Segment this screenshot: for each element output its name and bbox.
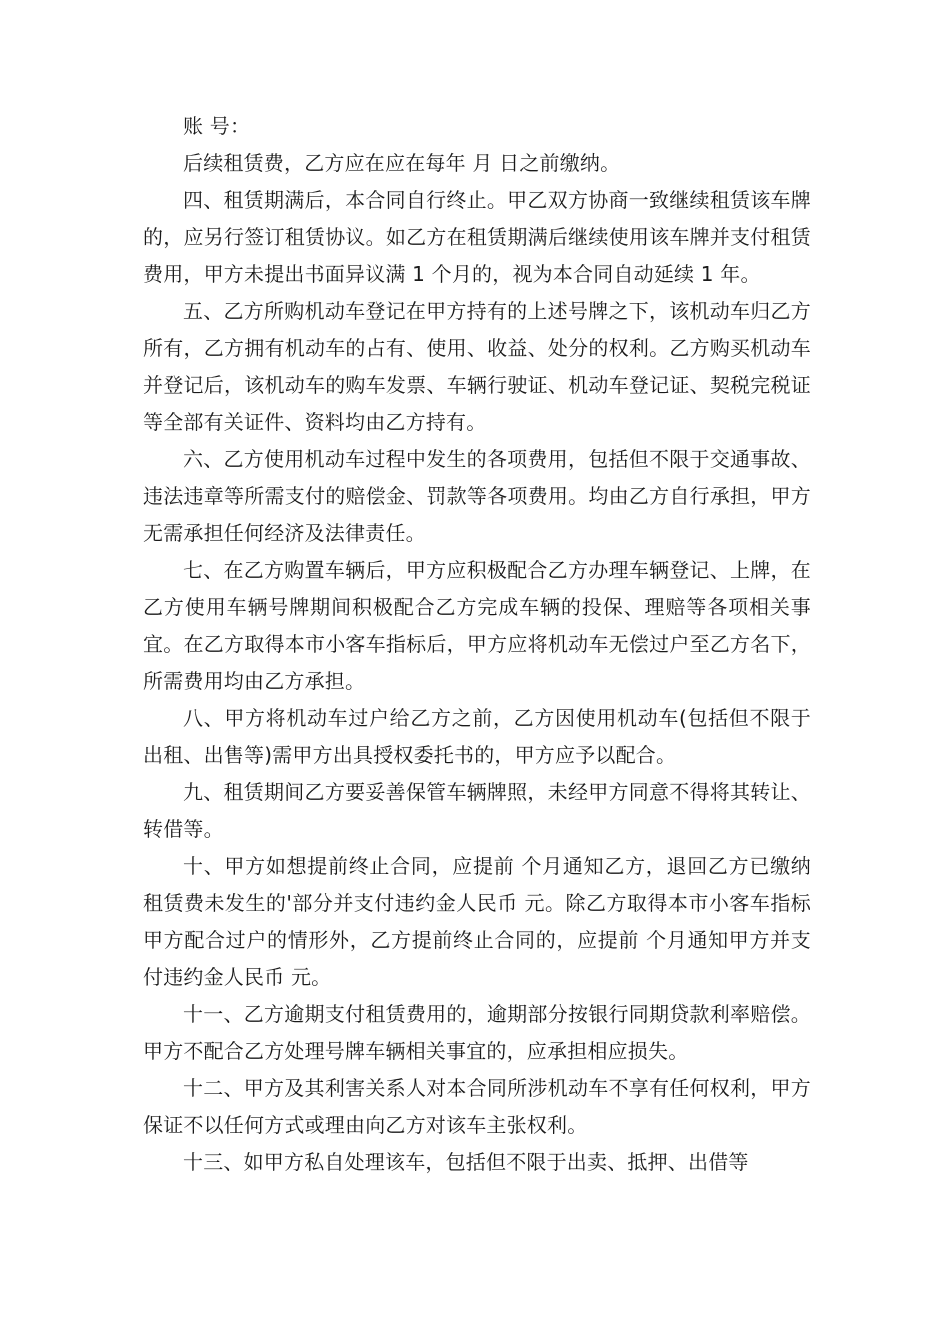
paragraph-clause-8: 八、甲方将机动车过户给乙方之前，乙方因使用机动车(包括但不限于出租、出售等)需甲方出具授权委托书的，甲方应予以配合。: [143, 706, 811, 767]
paragraph-clause-11: 十一、乙方逾期支付租赁费用的，逾期部分按银行同期贷款利率赔偿。甲方不配合乙方处理号牌车辆相关事宜的，应承担相应损失。: [143, 1002, 811, 1063]
paragraph-clause-5: 五、乙方所购机动车登记在甲方持有的上述号牌之下，该机动车归乙方所有，乙方拥有机动车的占有、使用、收益、处分的权利。乙方购买机动车并登记后，该机动车的购车发票、车辆行驶证、机动车登记证、契税完税证等全部有关证件、资料均由乙方持有。: [143, 299, 811, 434]
paragraph-clause-13: 十三、如甲方私自处理该车，包括但不限于出卖、抵押、出借等: [183, 1150, 749, 1174]
paragraph-clause-10: 十、甲方如想提前终止合同，应提前 个月通知乙方，退回乙方已缴纳租赁费未发生的'部分并支付违约金人民币 元。除乙方取得本市小客车指标甲方配合过户的情形外，乙方提前终止合同的，应提前 个月通知甲方并支付违约金人民币 元。: [143, 854, 811, 989]
paragraph-clause-7: 七、在乙方购置车辆后，甲方应积极配合乙方办理车辆登记、上牌，在乙方使用车辆号牌期间积极配合乙方完成车辆的投保、理赔等各项相关事宜。在乙方取得本市小客车指标后，甲方应将机动车无偿过户至乙方名下，所需费用均由乙方承担。: [143, 558, 811, 693]
contract-body: [143, 108, 811, 1181]
paragraph-clause-4: 四、租赁期满后，本合同自行终止。甲乙双方协商一致继续租赁该车牌的，应另行签订租赁协议。如乙方在租赁期满后继续使用该车牌并支付租赁费用，甲方未提出书面异议满 1 个月的，视为本合同自动延续 1 年。: [143, 188, 811, 286]
paragraph-rent-payment: 后续租赁费，乙方应在应在每年 月 日之前缴纳。: [183, 151, 621, 175]
paragraph-clause-12: 十二、甲方及其利害关系人对本合同所涉机动车不享有任何权利，甲方保证不以任何方式或理由向乙方对该车主张权利。: [143, 1076, 811, 1137]
paragraph-account: 账 号：: [183, 114, 251, 138]
paragraph-clause-9: 九、租赁期间乙方要妥善保管车辆牌照，未经甲方同意不得将其转让、转借等。: [143, 780, 811, 841]
paragraph-clause-6: 六、乙方使用机动车过程中发生的各项费用，包括但不限于交通事故、违法违章等所需支付的赔偿金、罚款等各项费用。均由乙方自行承担，甲方无需承担任何经济及法律责任。: [143, 447, 811, 545]
